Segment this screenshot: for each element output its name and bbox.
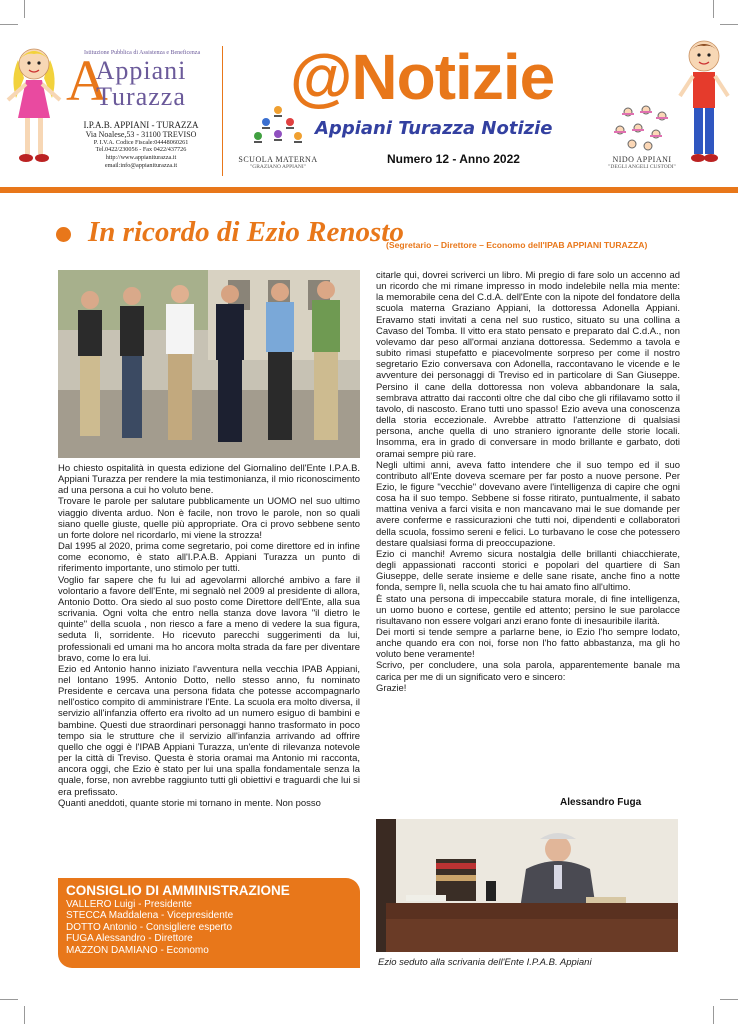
photo-caption: Ezio seduto alla scrivania dell'Ente I.P.A.B. Appiani [378,957,592,968]
paragraph: Grazie! [376,682,407,694]
logo-appiani-text: Appiani [95,56,187,85]
logo-address: Via Noalese,53 - 31100 TREVISO [85,130,197,139]
crop-mark [24,1006,25,1024]
issue-number: Numero 12 - Anno 2022 [387,152,520,166]
header-rule [0,187,738,193]
appiani-turazza-logo [66,50,216,178]
logo-a-glyph: A [66,48,108,113]
crop-mark [713,1006,714,1024]
logo-website: http://www.appianiturazza.it [105,154,177,161]
paragraph: Trovare le parole per salutare pubblicamente un UOMO nel suo ultimo viaggio diventa arduo. Non è facile, non trovo le parole, non so quali siano quelle giuste, quelle più appropriate. Ora ci provo sebbene sento un forte dolore nel ricordarlo, mi viene la strozza! [58,496,360,541]
nido-appiani-label [596,155,688,170]
paragraph: Dei morti si tende sempre a parlarne bene, io Ezio l'ho sempre lodato, anche quando era con noi, forse non l'ho fatto abbastanza, ma gli ho voluto bene veramente! [376,627,680,661]
paragraph: Ezio ed Antonio hanno iniziato l'avventura nella vecchia IPAB Appiani, nel lontano 1995. Antonio Dotto, nello stesso anno, fu nominato Presidente e cercava una persona fidata che potesse accompagnarlo nell'ostico compito di amministrare l'Ente. La scuola era molto diversa, il servizio all'infanzia offerto era rivolto ad un numero esiguo di bambini e bambine. Questi due straordinari personaggi hanno trasformato in poco tempo sia le strutture che il servizio all'infanzia arrivando ad offrire quello che oggi è l'IPAB Appiani Turazza, un'ente di rilevanza notevole per la città di Treviso. Questa è storia oramai ma Antonio mi racconta, ancora oggi, che Ezio è stato per lui una spalla fondamentale senza la quale, forse, non avrebbe raggiunto tutti gli obiettivi e traguardi che lui si era prefissato. [58,663,360,798]
scuola-materna-label [228,155,328,170]
group-photo [58,270,360,458]
girl-illustration [6,38,62,166]
paragraph: Ho chiesto ospitalità in questa edizione del Giornalino dell'Ente I.P.A.B. Appiani Turazza per rendere la mia testimonianza, il mio riconoscimento ad una persona a cui ho voluto bene. [58,463,360,497]
desk-photo [376,819,678,952]
logo-piva: P. I.V.A. Codice Fiscale:04448060261 [93,139,189,146]
article-left-column [58,463,360,809]
logo-ipab-name: I.P.A.B. APPIANI - TURAZZA [83,120,199,130]
masthead-subtitle: Appiani Turazza Notizie [315,118,553,139]
crop-mark [720,24,738,25]
board-title: CONSIGLIO DI AMMINISTRAZIONE [66,883,290,898]
masthead-title: @Notizie [290,41,555,113]
crop-mark [0,999,18,1000]
paragraph: Negli ultimi anni, aveva fatto intendere che il suo tempo ed il suo contributo all'Ente doveva scemare per far posto a nuove persone. Per Ezio, le figure "vecchie" dovevano avere l'intelligenza di capire che ogni cosa ha il suo tempo. Sebbene si fosse ritirato, puntualmente, il sabato mattina veniva a farci visita e non mancavano mai le sue domande per avere conferme e rassicurazioni che tutti noi, dipendenti e collaboratori della scuola, fossimo sereni e felici. Lo turbavano le cose che potessero destare qualsiasi forma di preoccupazione. [376,459,680,549]
article-title: In ricordo di Ezio Renosto [88,216,404,248]
scuola-materna-name: SCUOLA MATERNA [238,155,318,164]
header-divider [222,46,223,176]
board-box [58,878,360,968]
board-member: VALLERO Luigi - Presidente [66,899,192,910]
paragraph: Ezio ci manchi! Avremo sicura nostalgia delle brillanti chiacchierate, degli appassionati racconti storici e popolari del quartiere di San Giuseppe, delle serate insieme e delle sane risate, anche fino a notte fonda, sempre lì, nella scuola che tu hai amato fino all'ultimo. [376,548,680,594]
article-signature: Alessandro Fuga [560,797,642,808]
paragraph: È stato una persona di impeccabile statura morale, di fine intelligenza, un uomo buono e cortese, gentile ed attento; persino le sue parolacce risultavano non essere volgari anzi erano fonte di inesauribile ilarità. [376,593,680,627]
boy-illustration [678,34,730,164]
paragraph: Scrivo, per concludere, una sola parola, apparentemente banale ma carica per me di un significato vero e sincero: [376,660,680,683]
logo-tel: Tel.0422/230056 - Fax 0422/437726 [95,146,187,153]
crop-mark [0,24,18,25]
nido-appiani-name: NIDO APPIANI [612,155,672,164]
crop-mark [720,999,738,1000]
logo-ente-text: Istituzione Pubblica di Assistenza e Beneficenza [84,50,201,56]
crop-mark [713,0,714,18]
paragraph: Dal 1995 al 2020, prima come segretario, poi come direttore ed in infine come economo, è stato all'I.P.A.B. Appiani Turazza un punto di riferimento importante, uno stimolo per tutti. [58,541,360,575]
board-member: FUGA Alessandro - Direttore [66,933,193,945]
paragraph: citarle qui, dovrei scriverci un libro. Mi pregio di fare solo un accenno ad un ricordo che mi rimane impresso in modo indelebile nella mia mente: la memorabile cena del C.d.A. dell'Ente con la nipote del fondatore della scuola materna Graziano Appiani, la dottoressa Adonella Appiani. Eravamo stati invitati a cena nel suo rustico, situato su una collina a Cavaso del Tomba. Il vitto era stato pensato e preparato dal C.d.A., non volevamo dar peso all'ormai anziana dottoressa. Sedemmo a tavola e subito rimasi stupefatto e piacevolmente sorpreso per come il nostro segretario Ezio conversava con Adonella, raccontavano le vicende e le avventure dei personaggi di Treviso ed in particolare di San Giuseppe. Persino il cane della dottoressa non voleva abbandonare la sala, sembrava attratto dai racconti oltre che dal cibo che gli rifilavamo sotto il tavolo, di nascosto. Erano tutti uno spasso! Ezio aveva una conoscenza della storia eccezionale. Avrebbe attratto l'attenzione di qualsiasi persona, anche quella di uno straniero ignorante delle storie locali. Insomma, era in grado di conversare in modo brillante e garbato, doti oramai sempre più rare. [376,270,680,460]
logo-turazza-text: Turazza [96,82,186,111]
paragraph: Quanti aneddoti, quante storie mi tornano in mente. Non posso [58,797,321,809]
nido-angels-icon [610,102,670,152]
crop-mark [24,0,25,18]
scuola-materna-sub: "GRAZIANO APPIANI" [250,164,306,170]
paragraph: Voglio far sapere che fu lui ad agevolarmi allorché ambivo a fare il volontario a favore dell'Ente, mi segnalò nel 2009 al presidente di allora, Antonio Dotto. Ora siedo al suo posto come Direttore dell'Ente, alla sua scrivania. Ogni volta che entro nella stanza dove lavora "il dietro le quinte" della scuola , non riesco a fare a meno di vedere la sua figura, seduta lì, sorridente. Ho ricevuto parecchi suggerimenti da lui, professionali ed umani ma ho ancora molta strada da fare per diventare bravo, come lo era lui. [58,574,360,664]
article-title-note: (Segretario – Direttore – Economo dell'IPAB APPIANI TURAZZA) [386,240,648,250]
logo-email: email:info@appianiturazza.it [104,162,178,169]
nido-appiani-sub: "DEGLI ANGELI CUSTODI" [608,164,676,170]
board-member: DOTTO Antonio - Consigliere esperto [66,921,233,933]
title-bullet-icon [56,227,71,242]
article-right-column [376,270,680,694]
board-member: MAZZON DAMIANO - Economo [66,944,209,956]
board-member: STECCA Maddalena - Vicepresidente [66,910,234,922]
